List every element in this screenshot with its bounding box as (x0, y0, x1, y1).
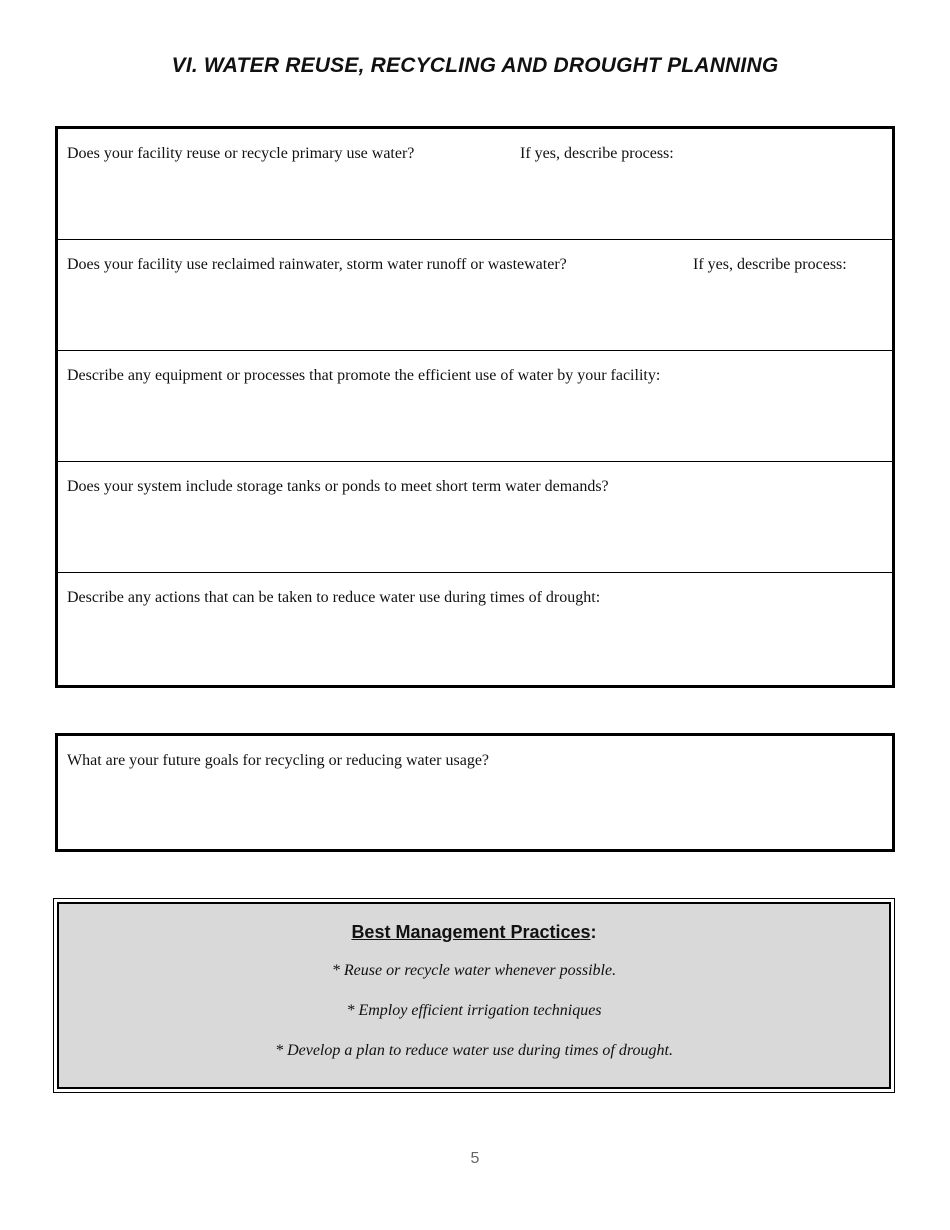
bmp-title-colon: : (590, 922, 597, 942)
bmp-item: * Develop a plan to reduce water use during times of drought. (275, 1042, 673, 1059)
bmp-item: * Employ efficient irrigation techniques (346, 1002, 602, 1019)
question-text: Does your facility use reclaimed rainwater, storm water runoff or wastewater? (67, 256, 567, 273)
question-row-storage[interactable] (58, 462, 892, 573)
future-goals-box[interactable] (55, 733, 895, 852)
question-text: Does your facility reuse or recycle primary use water? (67, 145, 415, 162)
followup-label: If yes, describe process: (693, 256, 847, 273)
water-reuse-questions-table (55, 126, 895, 688)
bmp-title-text: Best Management Practices (351, 922, 591, 942)
followup-label: If yes, describe process: (520, 145, 674, 162)
question-text: Does your system include storage tanks or ponds to meet short term water demands? (67, 478, 609, 495)
question-row-equipment[interactable] (58, 351, 892, 462)
section-title: VI. WATER REUSE, RECYCLING AND DROUGHT PLANNING (171, 54, 779, 77)
question-text: Describe any equipment or processes that promote the efficient use of water by your facility: (67, 367, 661, 384)
page-number: 5 (470, 1150, 480, 1167)
best-management-practices-box (53, 898, 895, 1093)
future-goals-question: What are your future goals for recycling or reducing water usage? (67, 752, 490, 769)
question-row-reclaimed[interactable] (58, 240, 892, 351)
bmp-title (59, 922, 889, 943)
best-management-practices-panel (57, 902, 891, 1089)
question-text: Describe any actions that can be taken to reduce water use during times of drought: (67, 589, 601, 606)
question-row-drought[interactable] (58, 573, 892, 685)
question-row-reuse[interactable] (58, 129, 892, 240)
bmp-item: * Reuse or recycle water whenever possible. (331, 962, 617, 979)
